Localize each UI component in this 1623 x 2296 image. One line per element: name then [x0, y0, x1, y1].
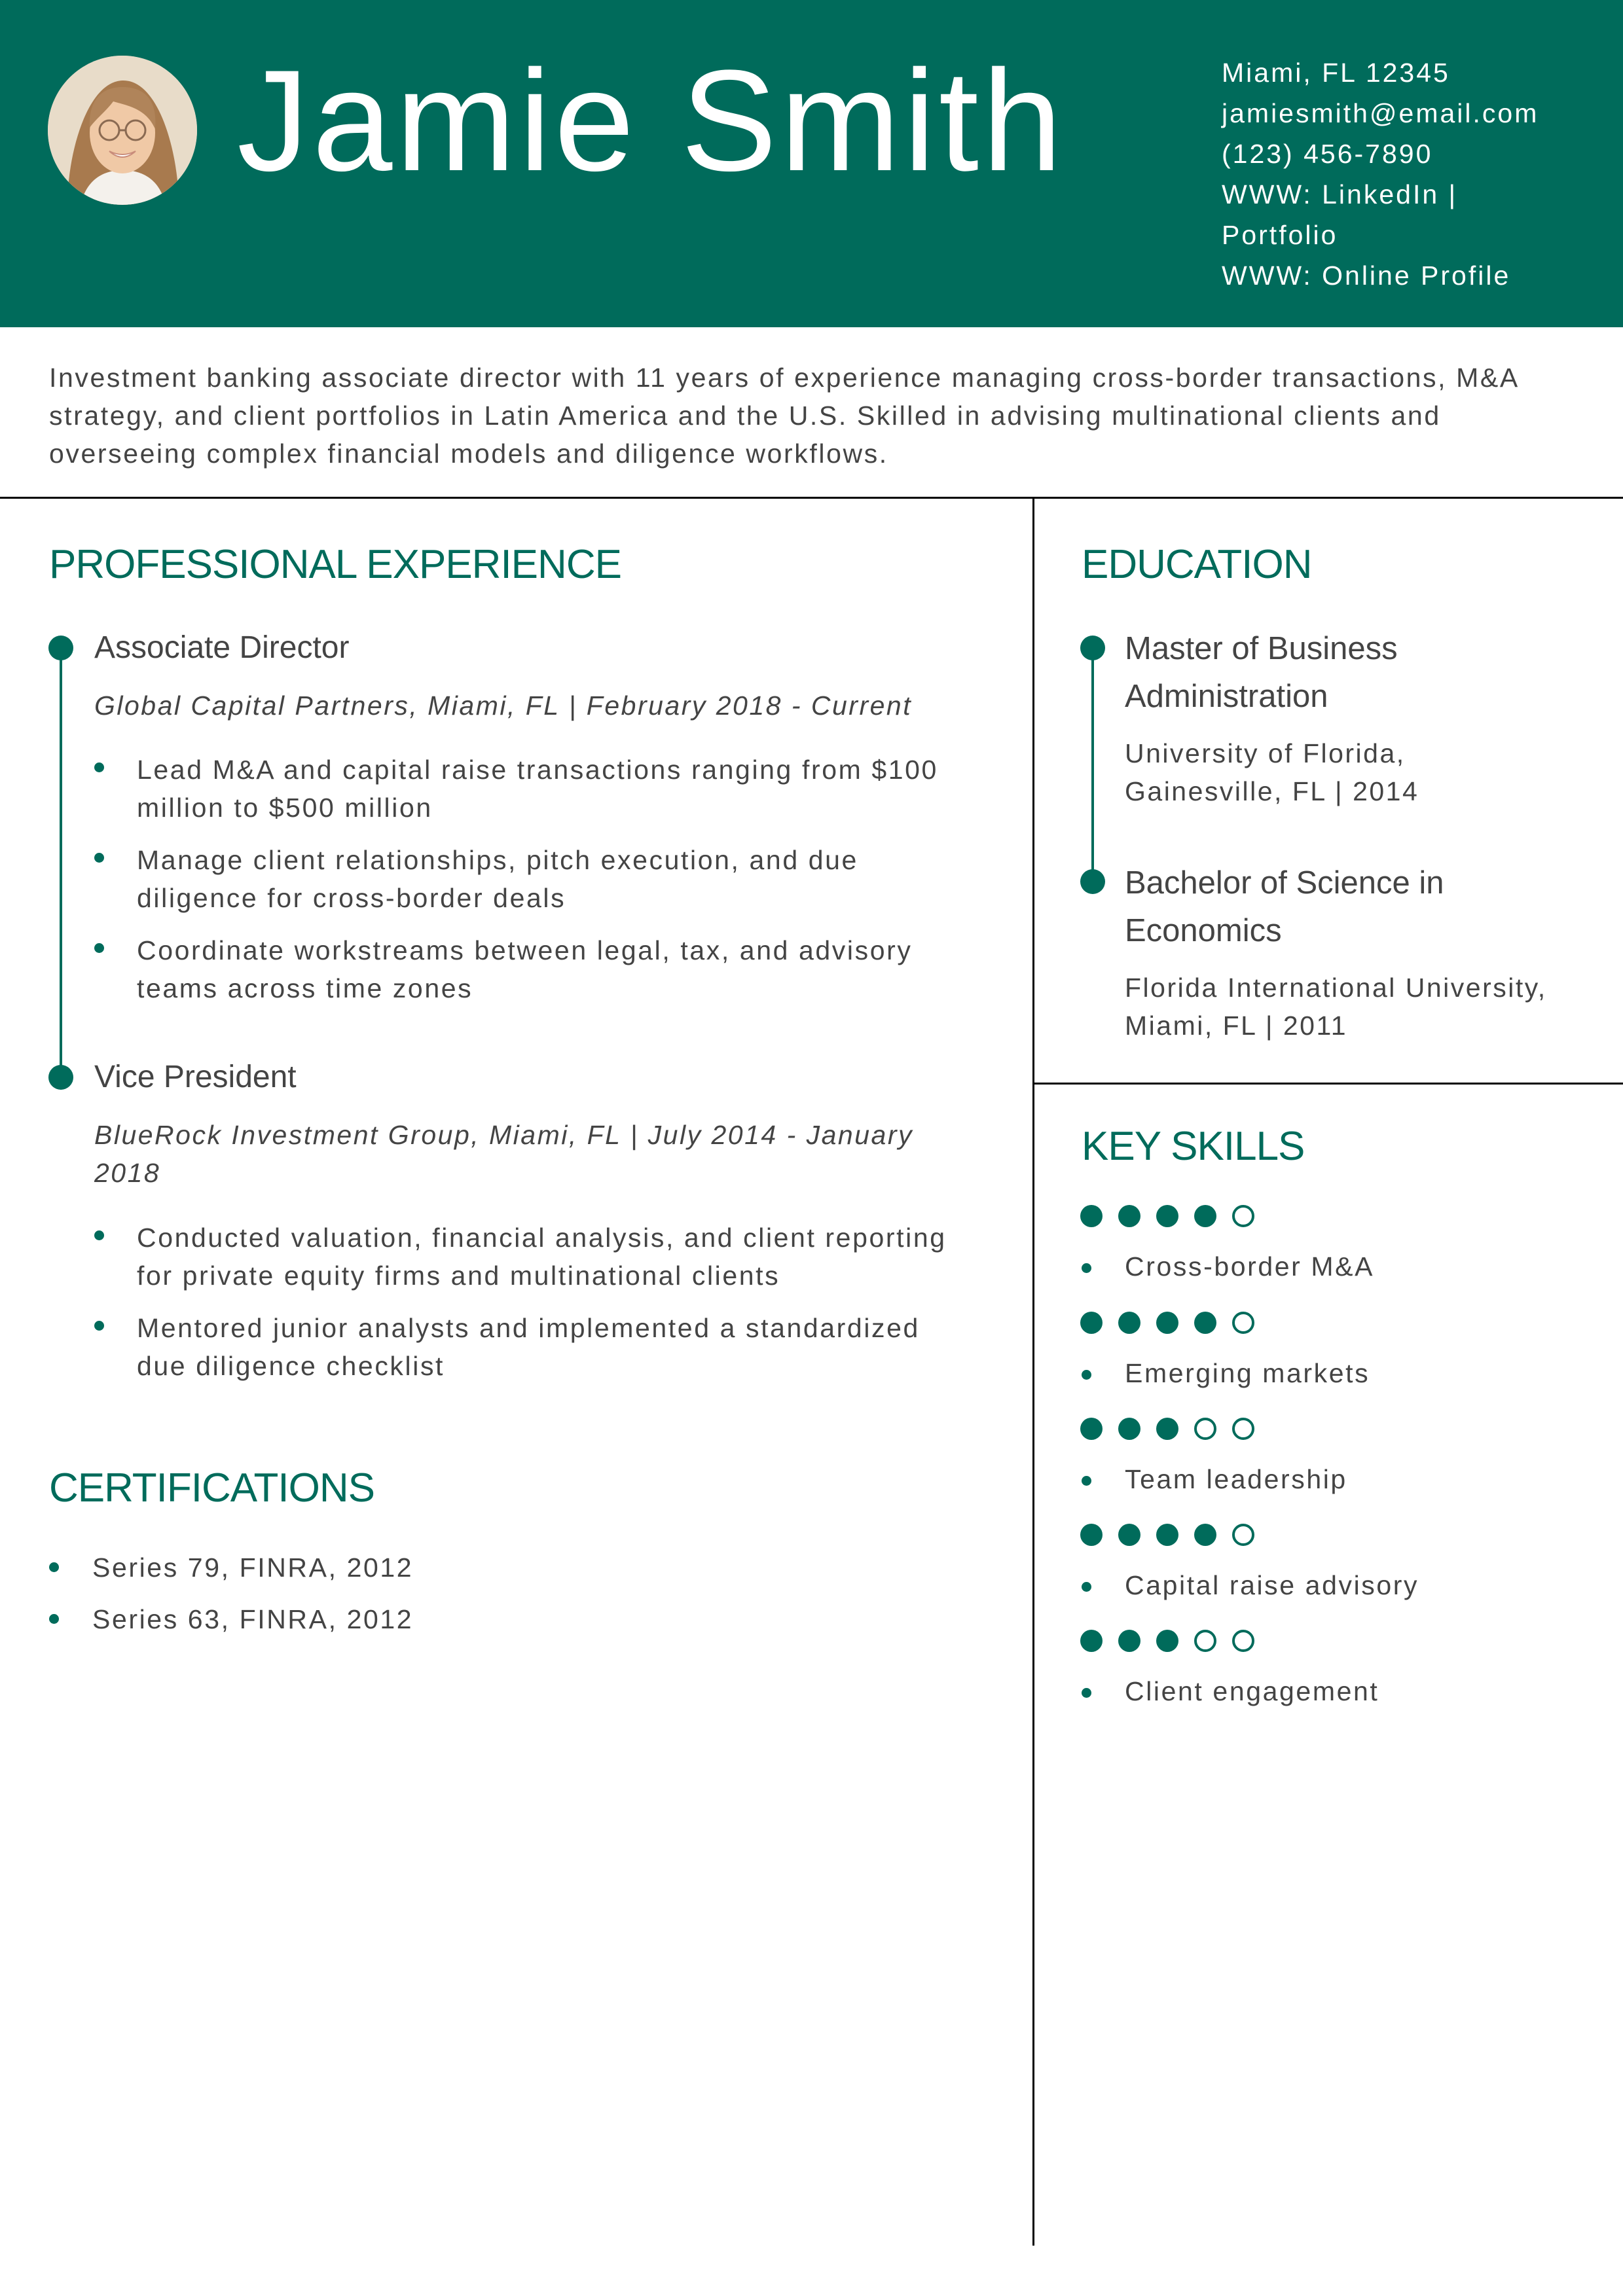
- rating-dot-filled: [1194, 1312, 1216, 1334]
- rating-dot-filled: [1080, 1418, 1103, 1440]
- bullet-marker: [1082, 1263, 1091, 1273]
- bullet-marker: [1082, 1476, 1091, 1486]
- professional-summary: Investment banking associate director with 11 years of experience managing cross-border transactions, M&A strategy, and client portfolios in Latin America and the U.S. Skilled in advising multinational clients and overseeing complex financial models and diligence workflows.: [49, 363, 1518, 469]
- bullet-marker: [1082, 1688, 1091, 1698]
- rating-dot-filled: [1156, 1524, 1178, 1546]
- job-title: Vice President: [94, 1060, 297, 1094]
- education-skills-divider: [1032, 1083, 1623, 1085]
- section-title-skills: KEY SKILLS: [1082, 1124, 1305, 1169]
- job-bullet: Conducted valuation, financial analysis, and client reporting for private equity firms and multinational clients: [137, 1223, 947, 1291]
- bullet-marker: [94, 943, 104, 953]
- contact-phone[interactable]: (123) 456-7890: [1222, 139, 1433, 169]
- rating-dot-filled: [1080, 1312, 1103, 1334]
- experience-timeline: [60, 648, 62, 1077]
- certification-item: Series 79, FINRA, 2012: [92, 1552, 414, 1583]
- bullet-marker: [94, 853, 104, 863]
- job-bullet: Lead M&A and capital raise transactions ranging from $100 million to $500 million: [137, 755, 938, 823]
- rating-dot-filled: [1194, 1524, 1216, 1546]
- rating-dot-empty: [1232, 1205, 1254, 1227]
- bullet-marker: [49, 1614, 59, 1624]
- section-title-experience: PROFESSIONAL EXPERIENCE: [49, 542, 621, 587]
- timeline-dot: [48, 636, 73, 660]
- timeline-dot: [48, 1065, 73, 1090]
- degree-title: Master of Business Administration: [1125, 631, 1398, 714]
- rating-dot-filled: [1118, 1630, 1140, 1652]
- contact-block: [1222, 52, 1588, 296]
- job-bullet: Mentored junior analysts and implemented a standardized due diligence checklist: [137, 1313, 920, 1381]
- timeline-dot: [1080, 636, 1105, 660]
- rating-dot-filled: [1156, 1630, 1178, 1652]
- degree-title: Bachelor of Science in Economics: [1125, 865, 1444, 948]
- skill-name: Client engagement: [1125, 1676, 1379, 1706]
- skill-name: Cross-border M&A: [1125, 1251, 1375, 1282]
- section-title-certifications: CERTIFICATIONS: [49, 1465, 374, 1511]
- bullet-marker: [1082, 1370, 1091, 1380]
- rating-dot-filled: [1080, 1205, 1103, 1227]
- bullet-marker: [94, 1321, 104, 1331]
- skill-name: Emerging markets: [1125, 1358, 1370, 1388]
- skill-name: Team leadership: [1125, 1464, 1347, 1494]
- profile-photo: [48, 56, 197, 205]
- job-bullet: Coordinate workstreams between legal, tax, and advisory teams across time zones: [137, 935, 913, 1003]
- rating-dot-empty: [1194, 1630, 1216, 1652]
- rating-dot-filled: [1080, 1630, 1103, 1652]
- school-meta: University of Florida, Gainesville, FL | 2014: [1125, 738, 1419, 806]
- certification-item: Series 63, FINRA, 2012: [92, 1604, 414, 1634]
- contact-portfolio-link[interactable]: Portfolio: [1222, 220, 1338, 250]
- bullet-marker: [1082, 1582, 1091, 1592]
- contact-email[interactable]: jamiesmith@email.com: [1222, 98, 1539, 128]
- section-title-education: EDUCATION: [1082, 542, 1312, 587]
- rating-dot-filled: [1118, 1205, 1140, 1227]
- candidate-name: Jamie Smith: [237, 40, 1066, 201]
- column-divider: [1032, 497, 1034, 2246]
- rating-dot-empty: [1232, 1418, 1254, 1440]
- bullet-marker: [94, 1230, 104, 1240]
- rating-dot-filled: [1118, 1524, 1140, 1546]
- job-bullet: Manage client relationships, pitch execution, and due diligence for cross-border deals: [137, 845, 858, 913]
- rating-dot-empty: [1232, 1630, 1254, 1652]
- header-banner: [0, 0, 1623, 327]
- education-timeline: [1091, 648, 1094, 882]
- rating-dot-filled: [1156, 1312, 1178, 1334]
- rating-dot-filled: [1194, 1205, 1216, 1227]
- rating-dot-filled: [1118, 1418, 1140, 1440]
- job-meta: BlueRock Investment Group, Miami, FL | July 2014 - January 2018: [94, 1120, 913, 1188]
- rating-dot-filled: [1156, 1205, 1178, 1227]
- job-meta: Global Capital Partners, Miami, FL | February 2018 - Current: [94, 691, 913, 721]
- rating-dot-empty: [1232, 1312, 1254, 1334]
- school-meta: Florida International University, Miami, FL | 2011: [1125, 973, 1547, 1041]
- summary-divider: [0, 497, 1623, 499]
- contact-online-profile-link[interactable]: WWW: Online Profile: [1222, 260, 1511, 291]
- contact-address: Miami, FL 12345: [1222, 58, 1450, 88]
- job-title: Associate Director: [94, 630, 350, 665]
- rating-dot-filled: [1156, 1418, 1178, 1440]
- rating-dot-filled: [1118, 1312, 1140, 1334]
- rating-dot-empty: [1194, 1418, 1216, 1440]
- bullet-marker: [49, 1562, 59, 1572]
- rating-dot-filled: [1080, 1524, 1103, 1546]
- contact-linkedin-link[interactable]: WWW: LinkedIn |: [1222, 179, 1458, 209]
- timeline-dot: [1080, 869, 1105, 894]
- rating-dot-empty: [1232, 1524, 1254, 1546]
- skill-name: Capital raise advisory: [1125, 1570, 1419, 1600]
- bullet-marker: [94, 762, 104, 772]
